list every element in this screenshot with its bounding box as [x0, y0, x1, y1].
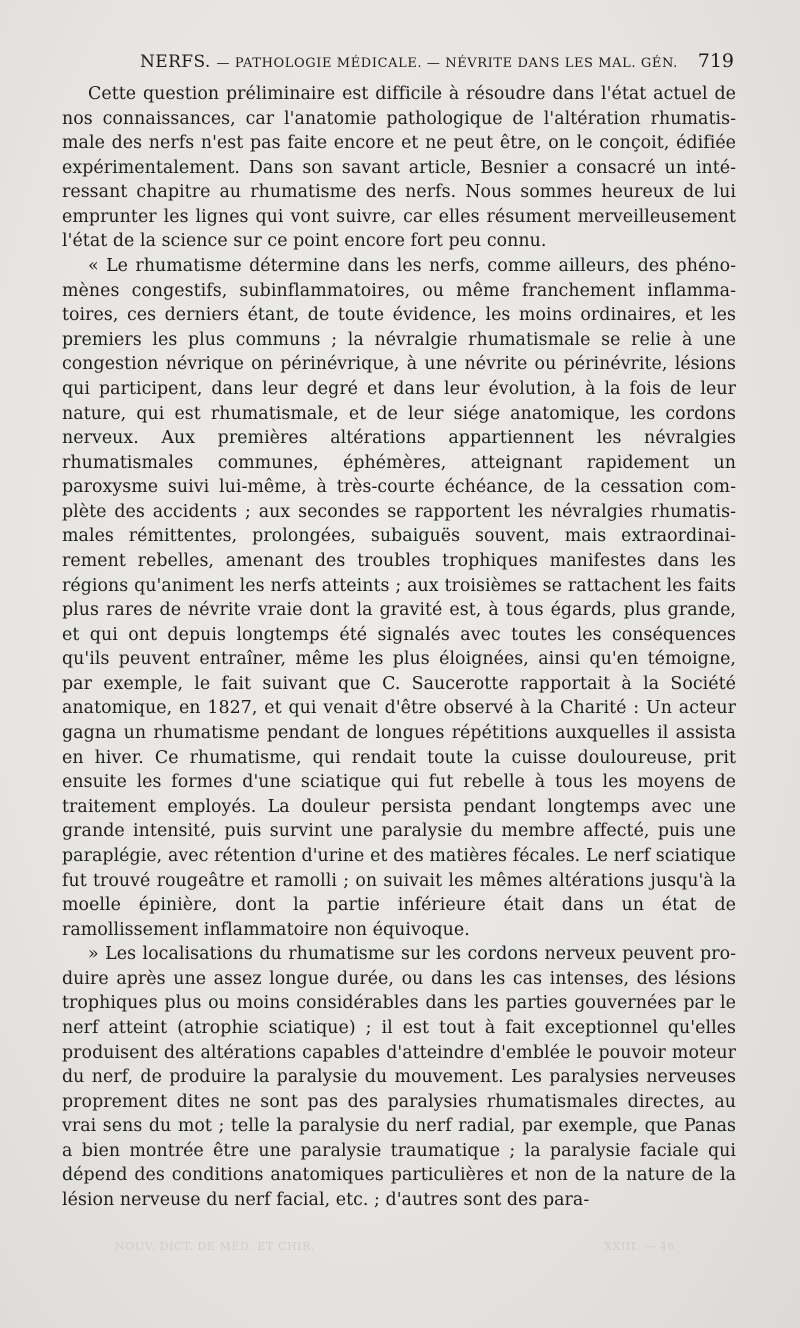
header-title: NERFS. [140, 52, 211, 72]
page-number: 719 [697, 50, 734, 72]
running-header [62, 50, 738, 78]
paragraph-1: Cette question préliminaire est difficile à résoudre dans l'état actuel de nos connaissances, car l'anatomie pathologique de l'altération rhumatismale des nerfs n'est pas faite encore et ne peut être, on le conçoit, édifiée expérimentalement. Dans son savant article, Besnier a consacré un intéressant chapitre au rhumatisme des nerfs. Nous sommes heureux de lui emprunter les lignes qui vont suivre, car elles résument merveilleusement l'état de la science sur ce point encore fort peu connu. [62, 84, 736, 252]
body-text [62, 82, 736, 1213]
footer-signature: NOUV. DICT. DE MÉD. ET CHIR. [115, 1240, 316, 1253]
footer-volume: XXIII. — 46 [604, 1240, 675, 1253]
bleed-through-footer [115, 1240, 675, 1258]
paragraph-3: » Les localisations du rhumatisme sur les cordons nerveux peuvent produire après une assez longue durée, ou dans les cas intenses, des lésions trophiques plus ou moins considérables dans les parties gouvernées par le nerf atteint (atrophie sciatique) ; il est tout à fait exceptionnel qu'elles produisent des altérations capables d'atteindre d'emblée le pouvoir moteur du nerf, de produire la paralysie du mouvement. Les paralysies nerveuses proprement dites ne sont pas des paralysies rhumatismales directes, au vrai sens du mot ; telle la paralysie du nerf radial, par exemple, que Panas a bien montrée être une paralysie traumatique ; la paralysie faciale qui dépend des conditions anatomiques particulières et non de la nature de la lésion nerveuse du nerf facial, etc. ; d'autres sont des para- [62, 944, 736, 1211]
header-subtitle: — PATHOLOGIE MÉDICALE. — NÉVRITE DANS LES MAL. GÉN. [216, 56, 678, 71]
paragraph-2: « Le rhumatisme détermine dans les nerfs, comme ailleurs, des phénomènes congestifs, subinflammatoires, ou même franchement inflammatoires, ces derniers étant, de toute évidence, les moins ordinaires, et les premiers les plus communs ; la névralgie rhumatismale se relie à une congestion névrique on périnévrique, à une névrite ou périnévrite, lésions qui participent, dans leur degré et dans leur évolution, à la fois de leur nature, qui est rhumatismale, et de leur siége anatomique, les cordons nerveux. Aux premières altérations appartiennent les névralgies rhumatismales communes, éphémères, atteignant rapidement un paroxysme suivi lui-même, à très-courte échéance, de la cessation complète des accidents ; aux secondes se rapportent les névralgies rhumatismales rémittentes, prolongées, subaiguës souvent, mais extraordinairement rebelles, amenant des troubles trophiques manifestes dans les régions qu'animent les nerfs atteints ; aux troisièmes se rattachent les faits plus rares de névrite vraie dont la gravité est, à tous égards, plus grande, et qui ont depuis longtemps été signalés avec toutes les conséquences qu'ils peuvent entraîner, même les plus éloignées, ainsi qu'en témoigne, par exemple, le fait suivant que C. Saucerotte rapportait à la Société anatomique, en 1827, et qui venait d'être observé à la Charité : Un acteur gagna un rhumatisme pendant de longues répétitions auxquelles il assista en hiver. Ce rhumatisme, qui rendait toute la cuisse douloureuse, prit ensuite les formes d'une sciatique qui fut rebelle à tous les moyens de traitement employés. La douleur persista pendant longtemps avec une grande intensité, puis survint une paralysie du membre affecté, puis une paraplégie, avec rétention d'urine et des matières fécales. Le nerf sciatique fut trouvé rougeâtre et ramolli ; on suivait les mêmes altérations jusqu'à la moelle épinière, dont la partie inférieure était dans un état de ramollissement inflammatoire non équivoque. [62, 256, 736, 940]
running-title [140, 52, 678, 72]
